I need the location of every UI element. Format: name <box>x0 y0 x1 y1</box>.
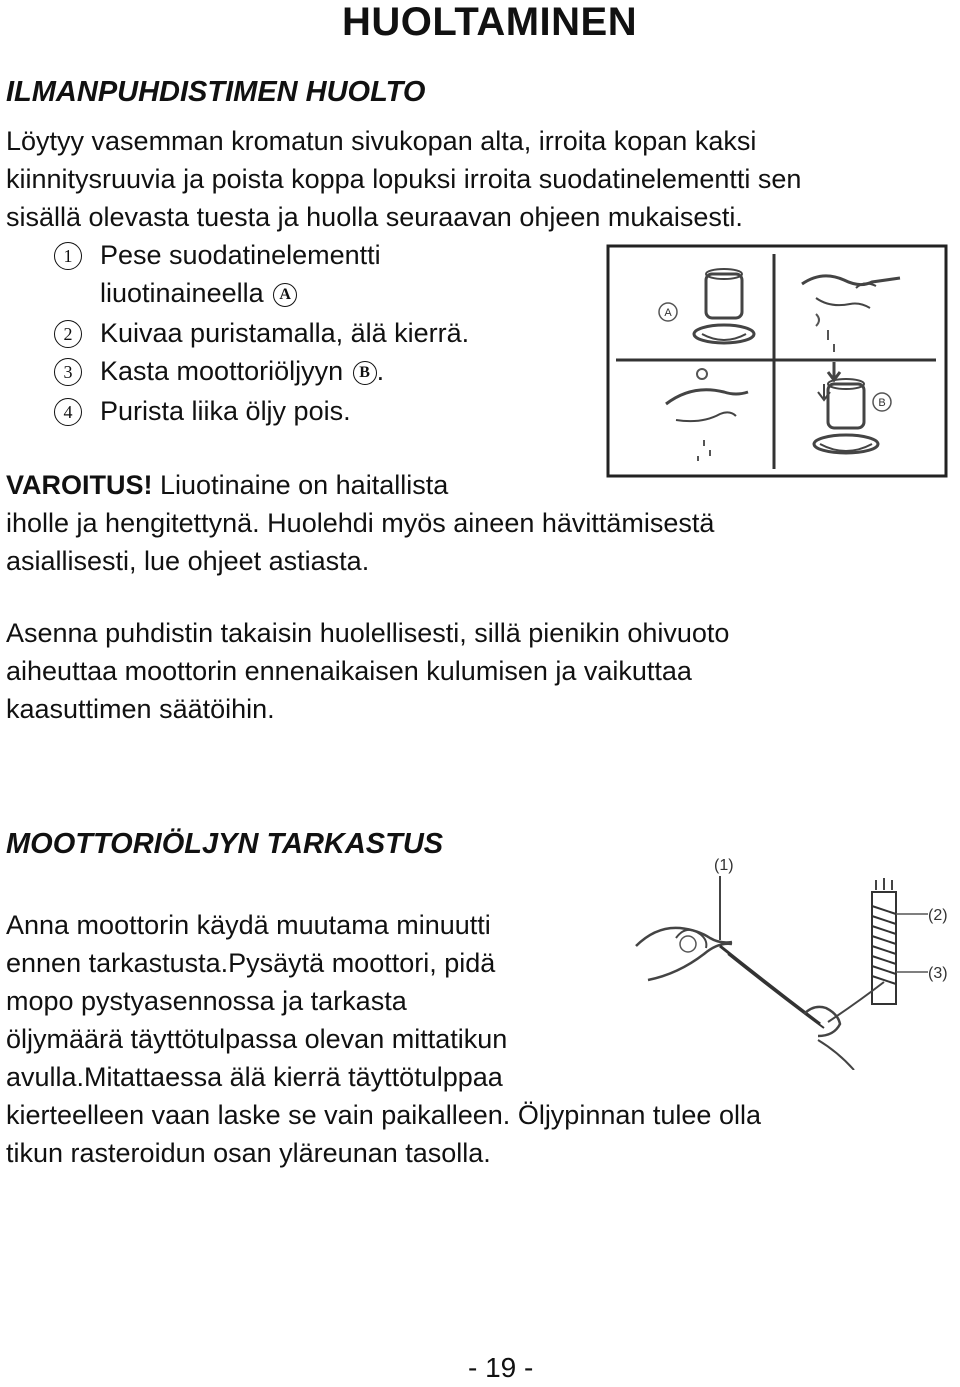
step-text: Purista liika öljy pois. <box>100 396 351 426</box>
step-text: Pese suodatinelementti <box>100 240 381 270</box>
reassembly-line: Asenna puhdistin takaisin huolellisesti, sillä pienikin ohivuoto <box>6 618 730 648</box>
oil-check-line: kierteelleen vaan laske se vain paikalleen. Öljypinnan tulee olla <box>6 1100 761 1130</box>
intro-line: sisällä olevasta tuesta ja huolla seuraavan ohjeen mukaisesti. <box>6 202 743 232</box>
page-title: HUOLTAMINEN <box>342 0 638 44</box>
oil-check-line: tikun rasteroidun osan yläreunan tasolla. <box>6 1138 491 1168</box>
figure-label-a: A <box>664 307 672 319</box>
step-text: liuotinaineella <box>100 278 264 308</box>
intro-line: kiinnitysruuvia ja poista koppa lopuksi irroita suodatinelementti sen <box>6 164 802 194</box>
step-number: 3 <box>54 358 82 386</box>
warning-line: Liuotinaine on haitallista <box>160 470 449 500</box>
marker-a-icon: A <box>273 283 297 307</box>
reassembly-text <box>6 614 729 728</box>
warning-line: iholle ja hengitettynä. Huolehdi myös aineen hävittämisestä <box>6 508 715 538</box>
oil-check-line: Anna moottorin käydä muutama minuutti <box>6 910 491 940</box>
step-number: 4 <box>54 398 82 426</box>
air-filter-heading: ILMANPUHDISTIMEN HUOLTO <box>6 76 426 108</box>
warning-line: asiallisesti, lue ohjeet astiasta. <box>6 546 370 576</box>
step-2 <box>0 314 600 352</box>
step-number: 1 <box>54 242 82 270</box>
oil-check-line: öljymäärä täyttötulpassa olevan mittatikun <box>6 1024 508 1054</box>
step-number: 2 <box>54 320 82 348</box>
figure-label-2: (2) <box>928 907 948 924</box>
oil-check-heading: MOOTTORIÖLJYN TARKASTUS <box>6 828 444 860</box>
figure-label-1: (1) <box>714 857 734 874</box>
reassembly-line: kaasuttimen säätöihin. <box>6 694 275 724</box>
warning-block <box>6 466 714 580</box>
step-text: Kuivaa puristamalla, älä kierrä. <box>100 318 470 348</box>
marker-b-icon: B <box>353 361 377 385</box>
step-1 <box>0 236 600 274</box>
dipstick-illustration <box>628 850 960 1070</box>
oil-check-line: mopo pystyasennossa ja tarkasta <box>6 986 407 1016</box>
air-filter-intro <box>6 122 801 236</box>
air-filter-illustration <box>606 244 948 478</box>
page-number: - 19 - <box>468 1352 534 1383</box>
step-1-continued <box>0 274 600 312</box>
reassembly-line: aiheuttaa moottorin ennenaikaisen kulumisen ja vaikuttaa <box>6 656 692 686</box>
figure-label-3: (3) <box>928 965 948 982</box>
intro-line: Löytyy vasemman kromatun sivukopan alta, irroita kopan kaksi <box>6 126 757 156</box>
figure-label-b: B <box>878 397 886 409</box>
warning-label: VAROITUS! <box>6 470 153 500</box>
step-text: Kasta moottoriöljyyn <box>100 356 344 386</box>
step-4 <box>0 392 600 430</box>
step-suffix: . <box>376 356 385 386</box>
oil-check-line: avulla.Mitattaessa älä kierrä täyttötulppaa <box>6 1062 503 1092</box>
oil-check-line: ennen tarkastusta.Pysäytä moottori, pidä <box>6 948 496 978</box>
step-3 <box>0 352 600 390</box>
